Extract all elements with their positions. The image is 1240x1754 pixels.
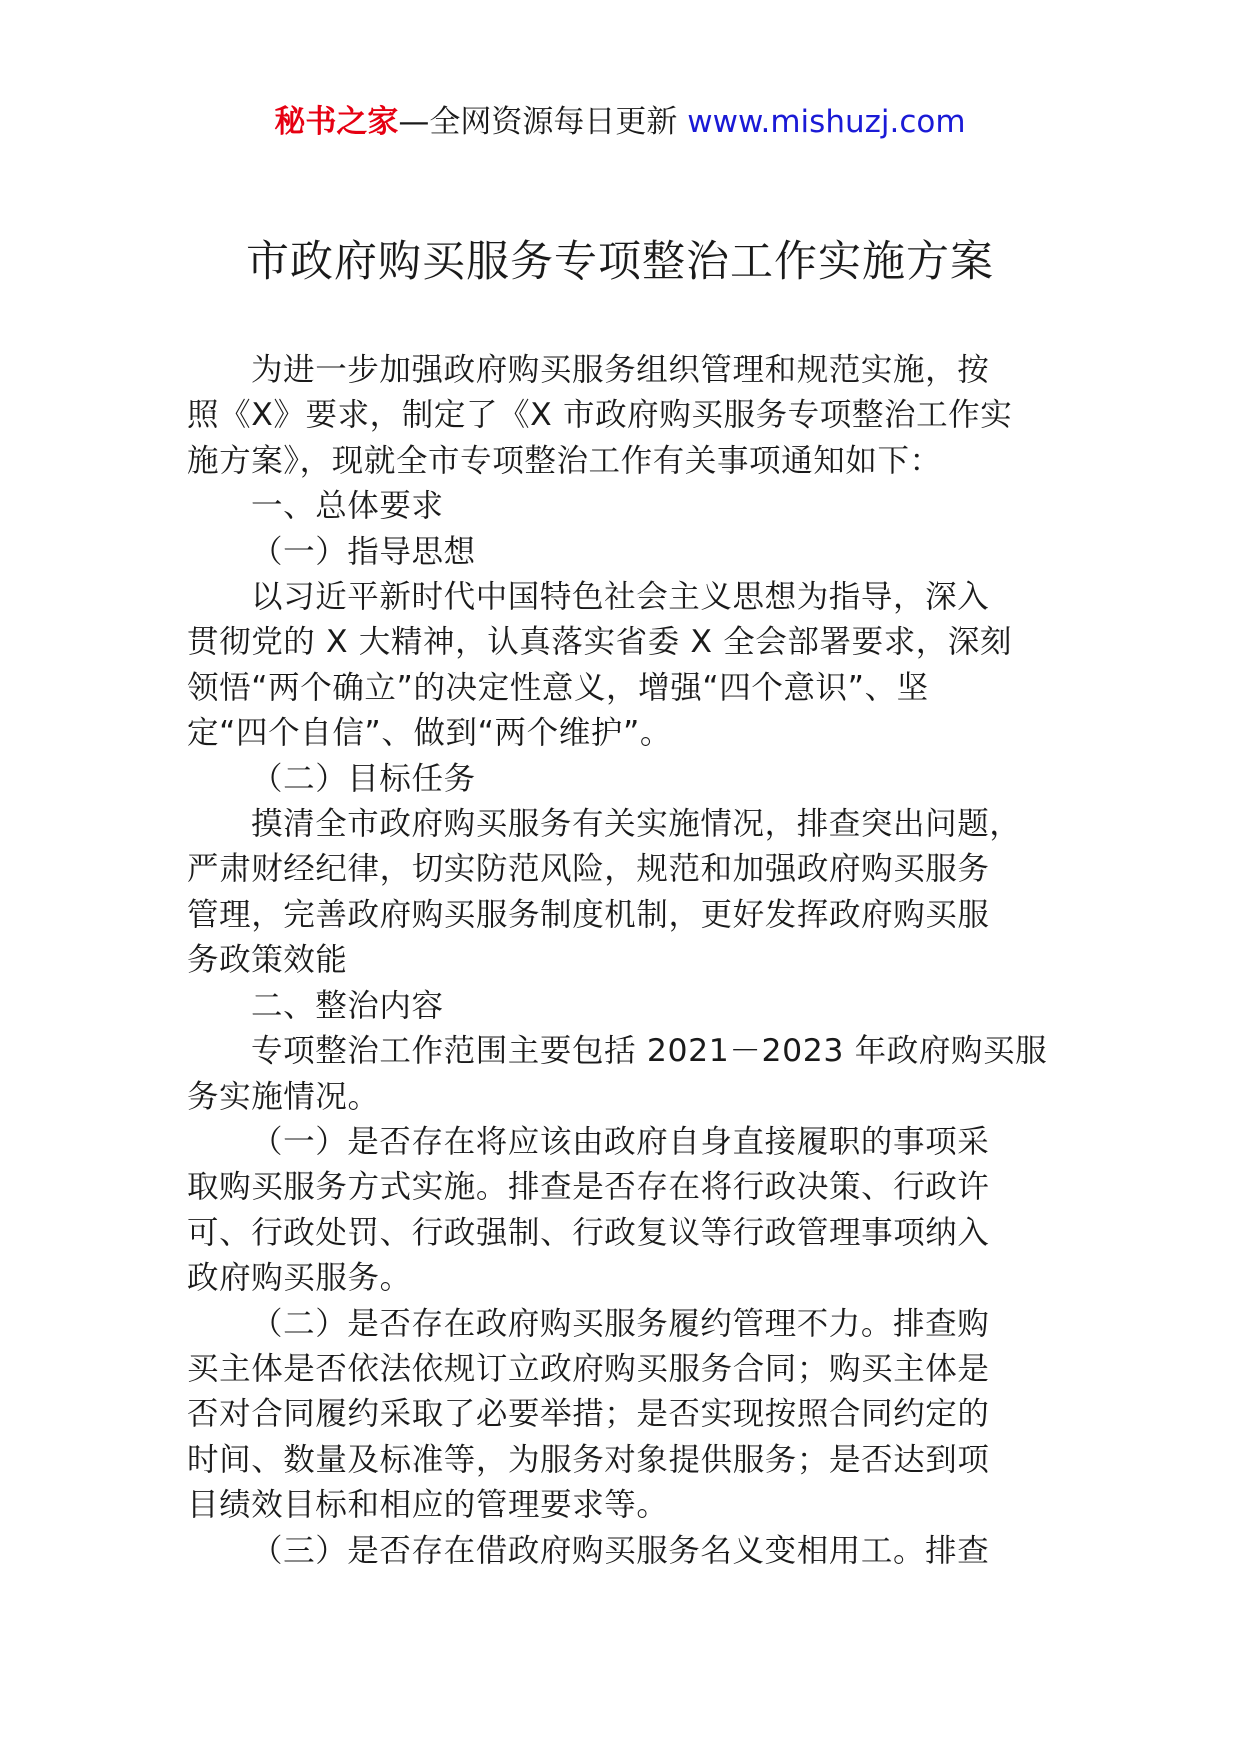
- body-line: 目绩效目标和相应的管理要求等。: [187, 1487, 669, 1524]
- body-line: 领悟“两个确立”的决定性意义，增强“四个意识”、坚: [187, 669, 929, 706]
- body-line: 施方案》，现就全市专项整治工作有关事项通知如下：: [187, 442, 942, 479]
- body-line: 否对合同履约采取了必要举措；是否实现按照合同约定的: [187, 1396, 990, 1433]
- brand-name: 秘书之家: [274, 104, 399, 140]
- document-title: 市政府购买服务专项整治工作实施方案: [246, 237, 994, 287]
- body-line: 摸清全市政府购买服务有关实施情况，排查突出问题，: [251, 806, 1022, 843]
- body-line: （二）是否存在政府购买服务履约管理不力。排查购: [251, 1305, 990, 1342]
- body-line: （三）是否存在借政府购买服务名义变相用工。排查: [251, 1532, 990, 1569]
- watermark-header: [0, 100, 1240, 144]
- body-line: 专项整治工作范围主要包括 2021－2023 年政府购买服: [251, 1033, 1048, 1070]
- body-line: 时间、数量及标准等，为服务对象提供服务；是否达到项: [187, 1441, 990, 1478]
- body-line: 二、整治内容: [251, 987, 444, 1024]
- body-line: 照《X》要求，制定了《X 市政府购买服务专项整治工作实: [187, 397, 1013, 434]
- body-line: 贯彻党的 X 大精神，认真落实省委 X 全会部署要求，深刻: [187, 624, 1013, 661]
- body-line: 政府购买服务。: [187, 1260, 412, 1297]
- body-line: 管理，完善政府购买服务制度机制，更好发挥政府购买服: [187, 896, 990, 933]
- body-line: 严肃财经纪律，切实防范风险，规范和加强政府购买服务: [187, 851, 990, 888]
- body-line: 务政策效能: [187, 942, 348, 979]
- header-tagline: —全网资源每日更新: [398, 104, 678, 140]
- body-line: （二）目标任务: [251, 760, 476, 797]
- body-line: 可、行政处罚、行政强制、行政复议等行政管理事项纳入: [187, 1214, 990, 1251]
- body-line: 一、总体要求: [251, 488, 444, 525]
- body-line: 务实施情况。: [187, 1078, 380, 1115]
- body-line: 买主体是否依法依规订立政府购买服务合同；购买主体是: [187, 1350, 990, 1387]
- body-line: （一）是否存在将应该由政府自身直接履职的事项采: [251, 1123, 990, 1160]
- document-body: [187, 348, 1057, 1574]
- body-line: （一）指导思想: [251, 533, 476, 570]
- site-url-link[interactable]: www.mishuzj.com: [687, 104, 966, 140]
- body-line: 定“四个自信”、做到“两个维护”。: [187, 715, 672, 752]
- body-line: 以习近平新时代中国特色社会主义思想为指导，深入: [251, 579, 990, 616]
- body-line: 为进一步加强政府购买服务组织管理和规范实施，按: [251, 352, 990, 388]
- body-line: 取购买服务方式实施。排查是否存在将行政决策、行政许: [187, 1169, 990, 1206]
